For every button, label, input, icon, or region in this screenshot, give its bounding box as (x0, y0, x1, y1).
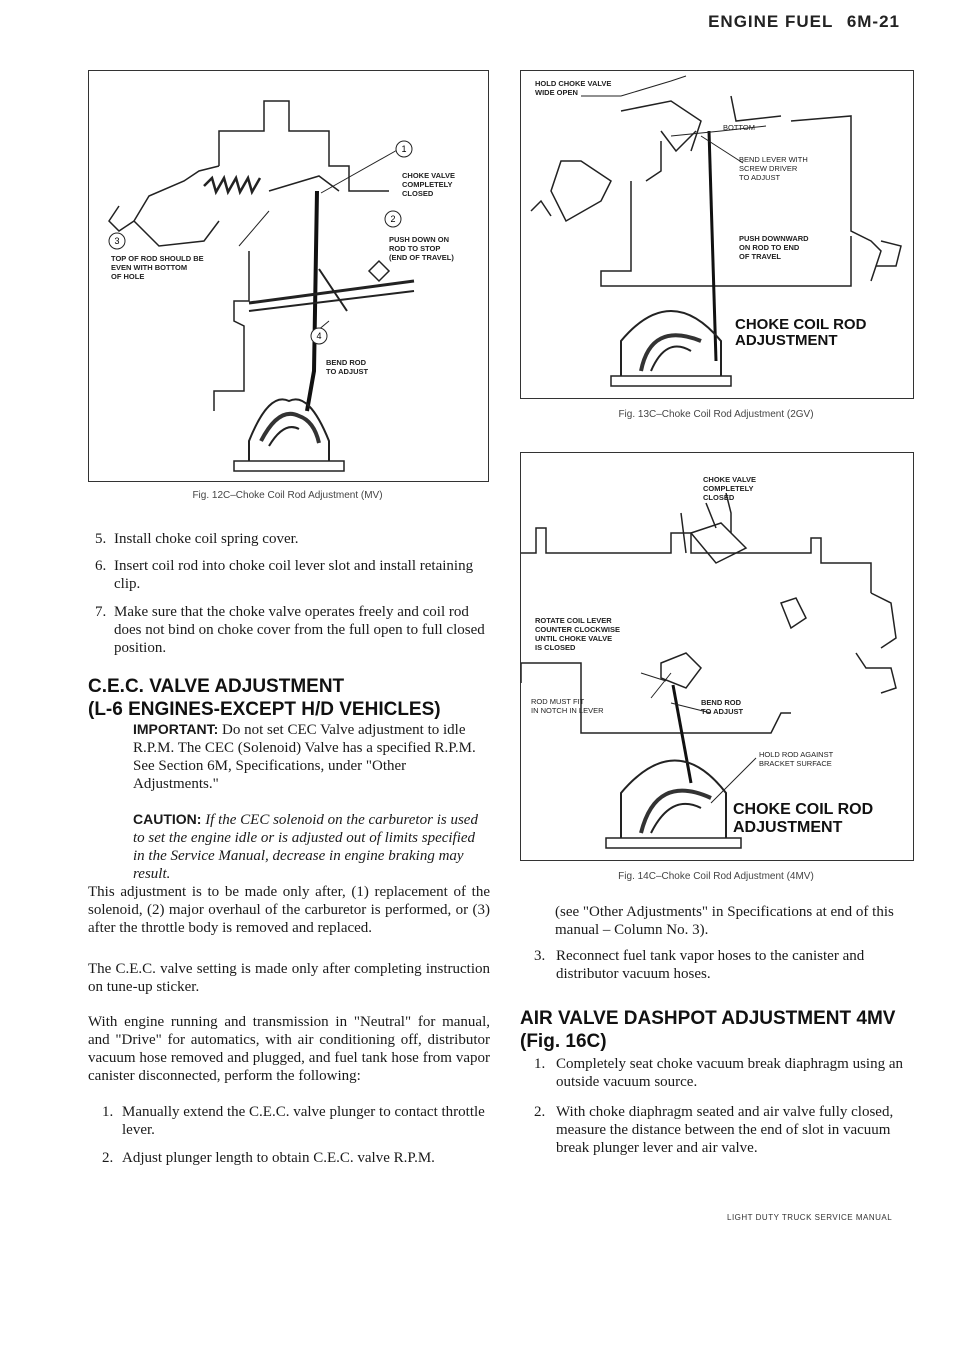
label-hold-choke-wide-open: HOLD CHOKE VALVE WIDE OPEN (535, 79, 612, 97)
label-rod-must-fit: ROD MUST FIT IN NOTCH IN LEVER (531, 697, 604, 715)
important-text: Do not set CEC Valve adjustment to idle R.P.M. The CEC (Solenoid) Valve has a specified R.P.M. See Section 6M, Specifications, under "Other Adjustments." (133, 722, 476, 792)
cec-step-2-text: Adjust plunger length to obtain C.E.C. valve R.P.M. (122, 1150, 435, 1166)
para-1: This adjustment is to be made only after, (1) replacement of the solenoid, (2) major overhaul of the carburetor is performed, or (3) after the throttle body is removed and replaced. (88, 884, 490, 936)
label-bend-rod: BEND ROD TO ADJUST (326, 358, 369, 376)
fig-14c-title: CHOKE COIL ROD ADJUSTMENT (733, 801, 874, 836)
air-step-1-num: 1. (534, 1056, 546, 1072)
step-7-num: 7. (95, 604, 107, 620)
caution-text: If the CEC solenoid on the carburetor is used to set the engine idle or is adjusted out of limits specified in the Service Manual, decrease in engine braking may result. (133, 812, 478, 882)
important-label: IMPORTANT: (133, 721, 219, 737)
step-6-text: Insert coil rod into choke coil lever slot and install retaining clip. (114, 558, 474, 592)
label-bottom: BOTTOM (723, 123, 755, 132)
label-push-down: PUSH DOWN ON ROD TO STOP (END OF TRAVEL) (389, 235, 454, 262)
caption-fig-14c: Fig. 14C–Choke Coil Rod Adjustment (4MV) (618, 871, 814, 882)
fig-14c-drawing (521, 453, 913, 860)
page-number: 6M-21 (846, 12, 900, 31)
right-step-3-num: 3. (534, 948, 546, 964)
step-5-text: Install choke coil spring cover. (114, 531, 299, 547)
label-rotate-coil-lever: ROTATE COIL LEVER COUNTER CLOCKWISE UNTIL CHOKE VALVE IS CLOSED (535, 616, 620, 652)
label-push-downward: PUSH DOWNWARD ON ROD TO END OF TRAVEL (739, 234, 809, 261)
important-note (133, 720, 490, 793)
cec-step-2-num: 2. (102, 1150, 114, 1166)
air-step-2-num: 2. (534, 1104, 546, 1120)
caution-note (133, 810, 490, 883)
air-valve-heading: AIR VALVE DASHPOT ADJUSTMENT 4MV (Fig. 16C) (520, 1008, 896, 1052)
figure-14c (520, 452, 914, 861)
label-choke-valve-closed-14c: CHOKE VALVE COMPLETELY CLOSED (703, 475, 757, 502)
callout-1: 1 (401, 144, 407, 154)
header-title: ENGINE FUEL (708, 12, 834, 31)
label-top-of-rod: TOP OF ROD SHOULD BE EVEN WITH BOTTOM OF HOLE (111, 254, 204, 281)
step-6-num: 6. (95, 558, 107, 574)
caption-fig-12c: Fig. 12C–Choke Coil Rod Adjustment (MV) (192, 490, 383, 501)
para-2: The C.E.C. valve setting is made only after completing instruction on tune-up sticker. (88, 961, 490, 995)
step-7-text: Make sure that the choke valve operates freely and coil rod does not bind on choke cover from the full open to full closed position. (114, 604, 485, 656)
figure-13c (520, 70, 914, 399)
callout-4: 4 (316, 331, 322, 341)
figure-12c (88, 70, 489, 482)
label-hold-rod-against: HOLD ROD AGAINST BRACKET SURFACE (759, 750, 834, 768)
callout-2: 2 (390, 214, 396, 224)
para-3: With engine running and transmission in "Neutral" for manual, and "Drive" for automatics, with air conditioning off, distributor vacuum hose removed and plugged, and fuel tank hose from vapor canister disconnected, perform the following: (88, 1014, 490, 1084)
cec-step-1-text: Manually extend the C.E.C. valve plunger to contact throttle lever. (122, 1104, 485, 1138)
step-5-num: 5. (95, 531, 107, 547)
right-continuation: (see "Other Adjustments" in Specifications at end of this manual – Column No. 3). (555, 904, 894, 938)
page-header (708, 12, 900, 32)
air-step-1-text: Completely seat choke vacuum break diaphragm using an outside vacuum source. (556, 1056, 903, 1090)
fig-13c-title: CHOKE COIL ROD ADJUSTMENT (735, 316, 867, 349)
cec-heading: C.E.C. VALVE ADJUSTMENT (L-6 ENGINES-EXCEPT H/D VEHICLES) (88, 676, 441, 720)
label-bend-lever: BEND LEVER WITH SCREW DRIVER TO ADJUST (739, 155, 808, 182)
right-step-3-text: Reconnect fuel tank vapor hoses to the canister and distributor vacuum hoses. (556, 948, 865, 982)
label-bend-rod-14c: BEND ROD TO ADJUST (701, 698, 744, 716)
caption-fig-13c: Fig. 13C–Choke Coil Rod Adjustment (2GV) (618, 409, 814, 420)
caution-label: CAUTION: (133, 811, 202, 827)
air-step-2-text: With choke diaphragm seated and air valve fully closed, measure the distance between the end of slot in vacuum break plunger lever and air valve. (556, 1104, 894, 1156)
callout-3: 3 (114, 236, 120, 246)
page-footer: LIGHT DUTY TRUCK SERVICE MANUAL (727, 1213, 893, 1222)
cec-step-1-num: 1. (102, 1104, 114, 1120)
label-choke-valve-closed: CHOKE VALVE COMPLETELY CLOSED (402, 171, 456, 198)
